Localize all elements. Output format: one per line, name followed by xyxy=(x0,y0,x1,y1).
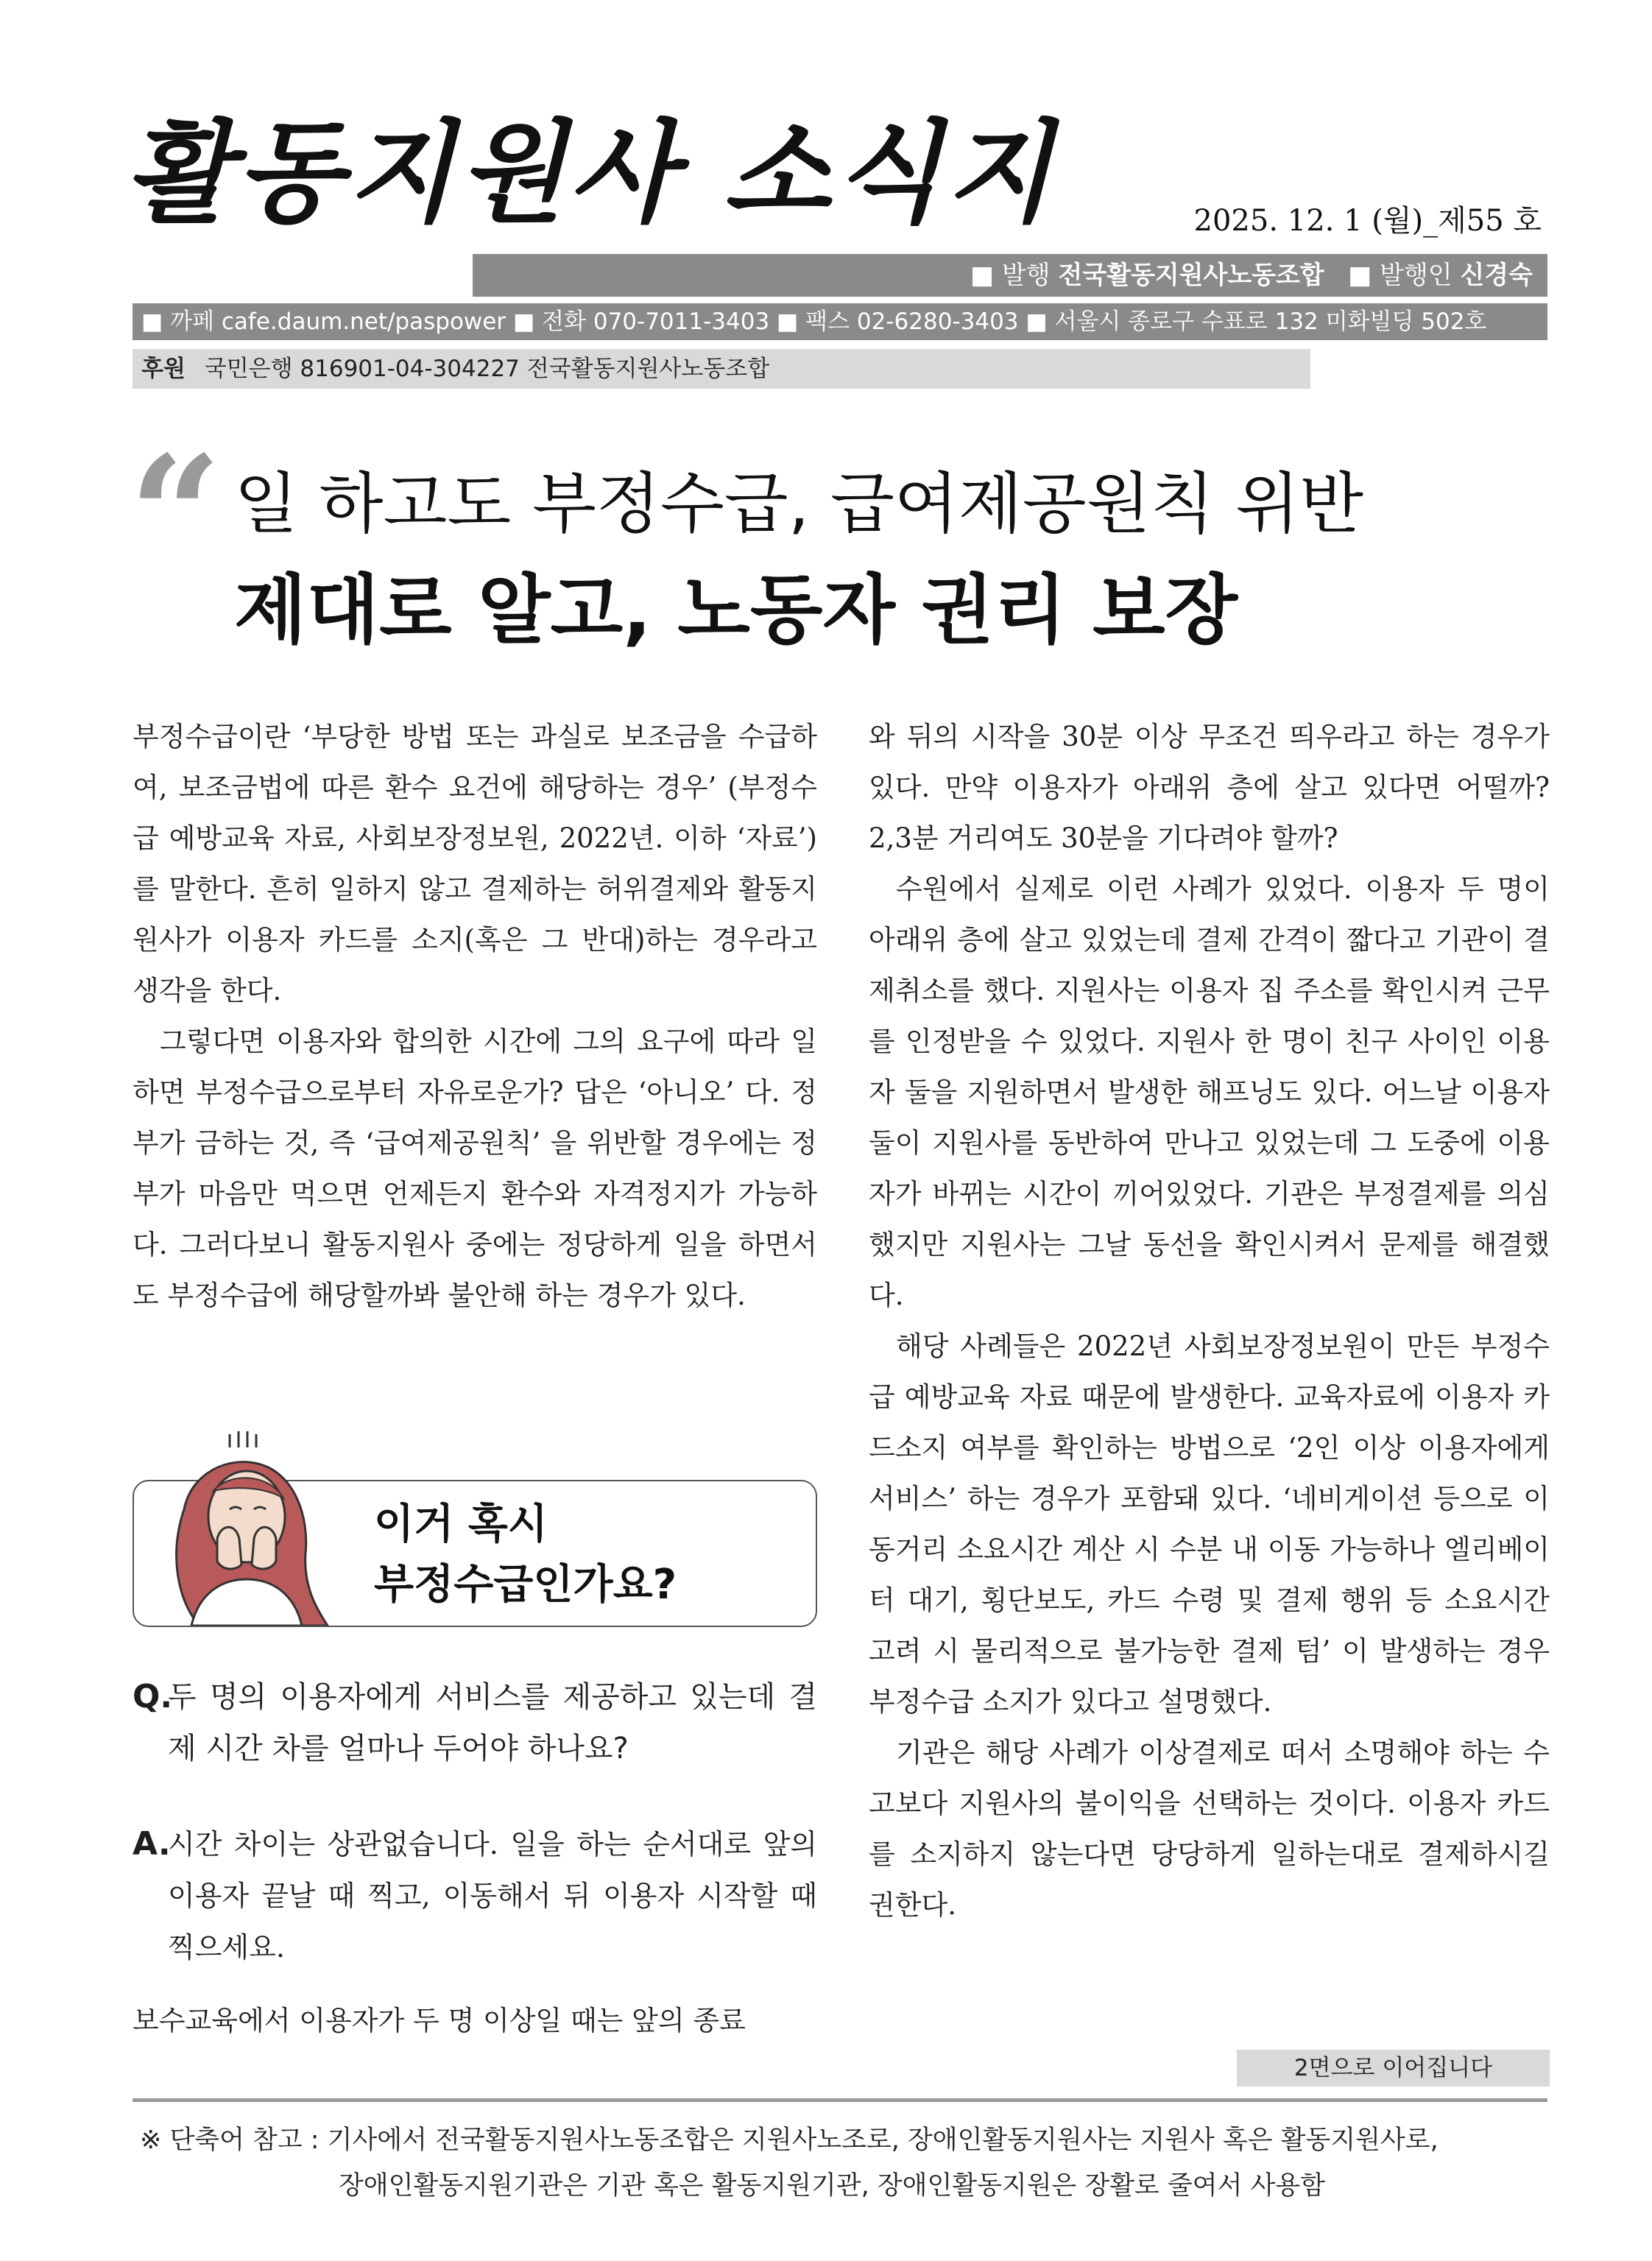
publisher-person-label: ■ 발행인 xyxy=(1348,261,1452,290)
publisher-label: ■ 발행 xyxy=(970,261,1051,290)
paragraph: 기관은 해당 사례가 이상결제로 떠서 소명해야 하는 수고보다 지원사의 불이익을 선택하는 것이다. 이용자 카드를 소지하지 않는다면 당당하게 일하는대로 결제하시길 권한다. xyxy=(869,1737,1550,1921)
sponsor-account: 국민은행 816901-04-304227 전국활동지원사노동조합 xyxy=(204,356,770,382)
divider xyxy=(133,2098,1547,2102)
worried-woman-illustration-icon xyxy=(147,1428,339,1626)
sponsor-bar xyxy=(133,349,1310,389)
quote-mark-icon: “ xyxy=(129,420,222,610)
issue-date: 2025. 12. 1 (월)_제55 호 xyxy=(1193,204,1542,238)
left-column-bottom: 보수교육에서 이용자가 두 명 이상일 때는 앞의 종료 xyxy=(133,2005,746,2036)
paragraph: 수원에서 실제로 이런 사례가 있었다. 이용자 두 명이 아래위 층에 살고 있었는데 결제 간격이 짧다고 기관이 결제취소를 했다. 지원사는 이용자 집 주소를 확인시켜 근무를 인정받을 수 있었다. 지원사 한 명이 친구 사이인 이용자 둘을 지원하면서 발생한 해프닝도 있다. 어느날 이용자 둘이 지원사를 동반하여 만나고 있었는데 그 도중에 이용자가 바뀌는 시간이 끼어있었다. 기관은 부정결제를 의심했지만 지원사는 그날 동선을 확인시켜서 문제를 해결했다. xyxy=(869,873,1550,1311)
contact-bar: ■ 까페 cafe.daum.net/paspower ■ 전화 070-7011-3403 ■ 팩스 02-6280-3403 ■ 서울시 종로구 수표로 132 미화빌딩 502호 xyxy=(133,303,1547,340)
headline-line-1: 일 하고도 부정수급, 급여제공원칙 위반 xyxy=(234,465,1364,543)
question-text: 두 명의 이용자에게 서비스를 제공하고 있는데 결제 시간 차를 얼마나 두어야 하나요? xyxy=(168,1680,817,1766)
footnote-line-1: ※ 단축어 참고 : 기사에서 전국활동지원사노동조합은 지원사노조로, 장애인활동지원사는 지원사 혹은 활동지원사로, xyxy=(140,2126,1439,2155)
answer-text: 시간 차이는 상관없습니다. 일을 하는 순서대로 앞의 이용자 끝날 때 찍고, 이동해서 뒤 이용자 시작할 때 찍으세요. xyxy=(168,1828,817,1964)
left-column xyxy=(133,711,817,1321)
footnote-line-2: 장애인활동지원기관은 기관 혹은 활동지원기관, 장애인활동지원은 장활로 줄여서 사용함 xyxy=(339,2171,1325,2201)
continued-label: 2면으로 이어집니다 xyxy=(1237,2050,1550,2087)
masthead-title: 활동지원사 소식지 xyxy=(125,108,1057,238)
callout-title xyxy=(374,1495,677,1615)
question-mark-label: Q. xyxy=(133,1678,173,1715)
paragraph: 와 뒤의 시작을 30분 이상 무조건 띄우라고 하는 경우가 있다. 만약 이용자가 아래위 층에 살고 있다면 어떨까? 2,3분 거리여도 30분을 기다려야 할까? xyxy=(869,721,1550,854)
sponsor-label: 후원 xyxy=(141,356,186,382)
callout-line-2: 부정수급인가요? xyxy=(374,1561,677,1609)
answer-mark-label: A. xyxy=(133,1825,171,1863)
publisher-bar xyxy=(473,254,1547,297)
publisher-person: 신경숙 xyxy=(1460,261,1533,290)
paragraph: 그렇다면 이용자와 합의한 시간에 그의 요구에 따라 일하면 부정수급으로부터 자유로운가? 답은 ‘아니오’ 다. 정부가 금하는 것, 즉 ‘급여제공원칙’ 을 위반할 경우에는 정부가 마음만 먹으면 언제든지 환수와 자격정지가 가능하다. 그러다보니 활동지원사 중에는 정당하게 일을 하면서도 부정수급에 해당할까봐 불안해 하는 경우가 있다. xyxy=(133,1026,817,1311)
callout-line-1: 이거 혹시 xyxy=(374,1500,548,1548)
headline-line-2: 제대로 알고, 노동자 권리 보장 xyxy=(234,567,1238,655)
right-column xyxy=(869,711,1550,1930)
publisher-org: 전국활동지원사노동조합 xyxy=(1058,261,1324,290)
qa-question xyxy=(133,1671,817,1774)
paragraph: 부정수급이란 ‘부당한 방법 또는 과실로 보조금을 수급하여, 보조금법에 따른 환수 요건에 해당하는 경우’ (부정수급 예방교육 자료, 사회보장정보원, 2022년. 이하 ‘자료’)를 말한다. 흔히 일하지 않고 결제하는 허위결제와 활동지원사가 이용자 카드를 소지(혹은 그 반대)하는 경우라고 생각을 한다. xyxy=(133,721,817,1006)
qa-answer xyxy=(133,1819,817,1973)
paragraph: 해당 사례들은 2022년 사회보장정보원이 만든 부정수급 예방교육 자료 때문에 발생한다. 교육자료에 이용자 카드소지 여부를 확인하는 방법으로 ‘2인 이상 이용자에게 서비스’ 하는 경우가 포함돼 있다. ‘네비게이션 등으로 이동거리 소요시간 계산 시 수분 내 이동 가능하나 엘리베이터 대기, 횡단보도, 카드 수령 및 결제 행위 등 소요시간 고려 시 물리적으로 불가능한 결제 텀’ 이 발생하는 경우 부정수급 소지가 있다고 설명했다. xyxy=(869,1330,1550,1718)
